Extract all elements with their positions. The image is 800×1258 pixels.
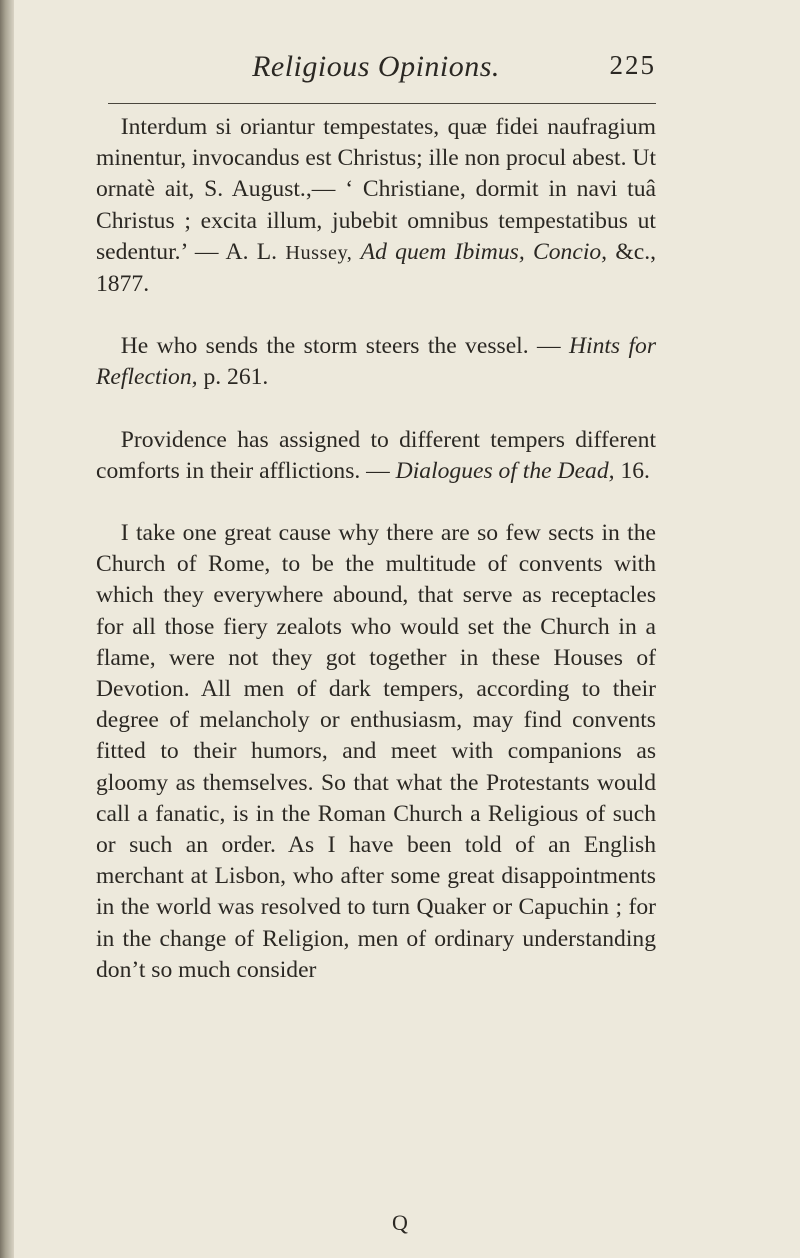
binding-gutter: [0, 0, 14, 1258]
quotation-text: Providence has assigned to different tempers different comforts in their afflictions. —: [96, 426, 656, 484]
quotation-text: He who sends the storm steers the vessel. —: [120, 333, 569, 360]
signature-mark: Q: [392, 1210, 408, 1235]
quotation-hussey: [96, 112, 656, 300]
page-number: 225: [609, 50, 656, 80]
quotation-sects: [96, 518, 656, 986]
source-title: Hints for Reflection,: [96, 333, 657, 391]
running-title: Religious Opinions.: [252, 50, 500, 83]
source-detail: p. 261.: [197, 364, 269, 391]
page-header: [96, 50, 656, 102]
author-name: Hussey,: [285, 241, 353, 264]
page-body: [96, 112, 656, 986]
header-rule: [108, 103, 656, 104]
source-detail: 16.: [614, 457, 650, 484]
quotation-text: I take one great cause why there are so few sects in the Church of Rome, to be the multitude of convents with which they everywhere abound, that serve as receptacles for all those fiery zealots who would set the Church in a flame, were not they got together in these Houses of Devotion. All men of dark tempers, according to their degree of melancholy or enthusiasm, may find convents fitted to their humors, and meet with companions as gloomy as themselves. So that what the Protestants would call a fanatic, is in the Roman Church a Religious of such or such an order. As I have been told of an English merchant at Lisbon, who after some great disappointments in the world was resolved to turn Quaker or Capuchin ; for in the change of Religion, men of ordinary understanding don’t so much consider: [96, 520, 656, 983]
source-title: Dialogues of the Dead,: [395, 457, 615, 484]
quotation-hints: [96, 331, 656, 393]
source-title: Ad quem Ibimus, Concio,: [360, 238, 608, 265]
quotation-text: Interdum si oriantur tempestates, quæ fidei naufragium minentur, invocandus est Christus; ille non procul abest. Ut ornatè ait, S. August.,— ‘ Christiane, dormit in navi tuâ Christus ; excita illum, jubebit omnibus tempestatibus ut sedentur.’ — A. L.: [96, 114, 656, 265]
quotation-dialogues: [96, 425, 656, 487]
source-detail: &c., 1877.: [96, 238, 657, 298]
